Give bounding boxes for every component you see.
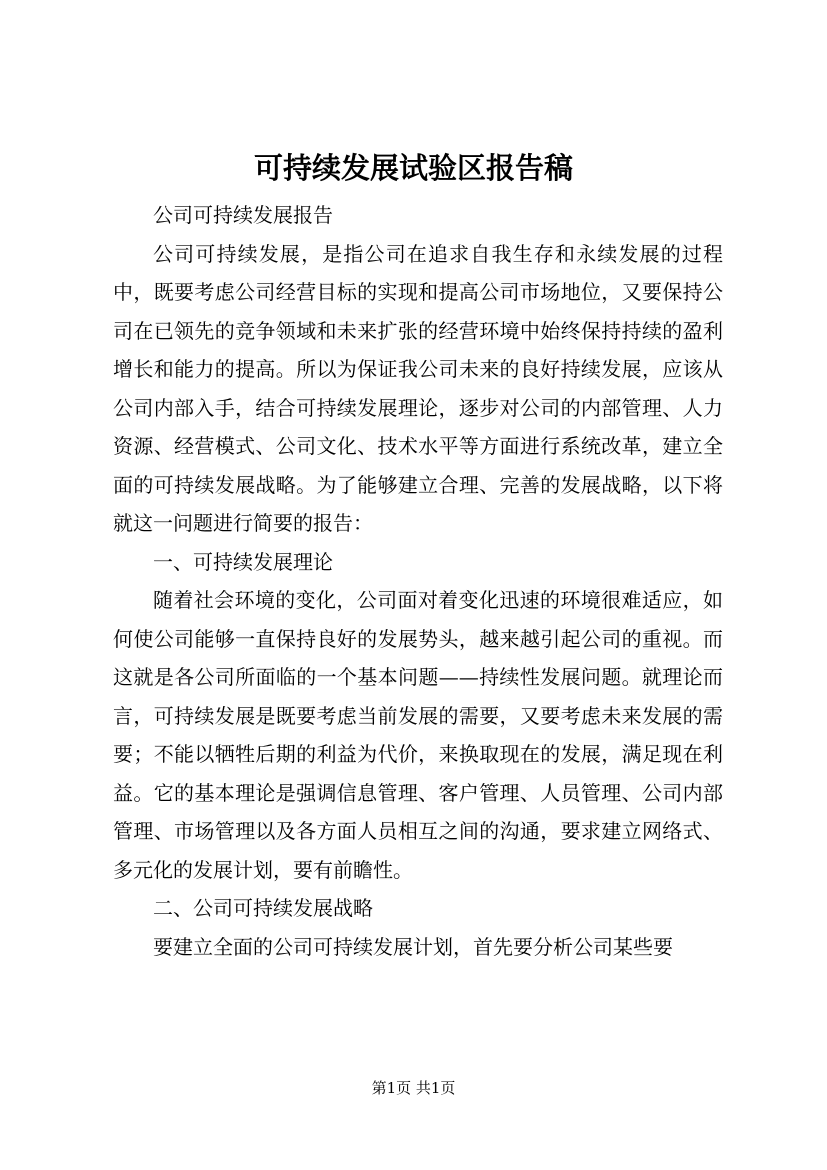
section-heading-1: 一、可持续发展理论 [153, 549, 333, 574]
intro-paragraph: 公司可持续发展，是指公司在追求自我生存和永续发展的过程中，既要考虑公司经营目标的实现和提高公司市场地位，又要保持公司在已领先的竞争领域和未来扩张的经营环境中始终保持持续的盈利增长和能力的提高。所以为保证我公司未来的良好持续发展，应该从公司内部入手，结合可持续发展理论，逐步对公司的内部管理、人力资源、经营模式、公司文化、技术水平等方面进行系统改革，建立全面的可持续发展战略。为了能够建立合理、完善的发展战略，以下将就这一问题进行简要的报告： [113, 241, 723, 535]
page-footer: 第1页 共1页 [371, 1079, 456, 1097]
report-subtitle: 公司可持续发展报告 [153, 203, 333, 227]
document-body [113, 196, 723, 966]
section-heading-2: 二、公司可持续发展战略 [153, 896, 373, 920]
theory-paragraph: 随着社会环境的变化，公司面对着变化迅速的环境很难适应，如何使公司能够一直保持良好的发展势头，越来越引起公司的重视。而这就是各公司所面临的一个基本问题——持续性发展问题。就理论而言，可持续发展是既要考虑当前发展的需要，又要考虑未来发展的需要；不能以牺牲后期的利益为代价，来换取现在的发展，满足现在利益。它的基本理论是强调信息管理、客户管理、人员管理、公司内部管理、市场管理以及各方面人员相互之间的沟通，要求建立网络式、多元化的发展计划，要有前瞻性。 [113, 588, 723, 882]
document-title: 可持续发展试验区报告稿 [253, 151, 573, 185]
strategy-paragraph: 要建立全面的公司可持续发展计划，首先要分析公司某些要 [153, 934, 673, 959]
